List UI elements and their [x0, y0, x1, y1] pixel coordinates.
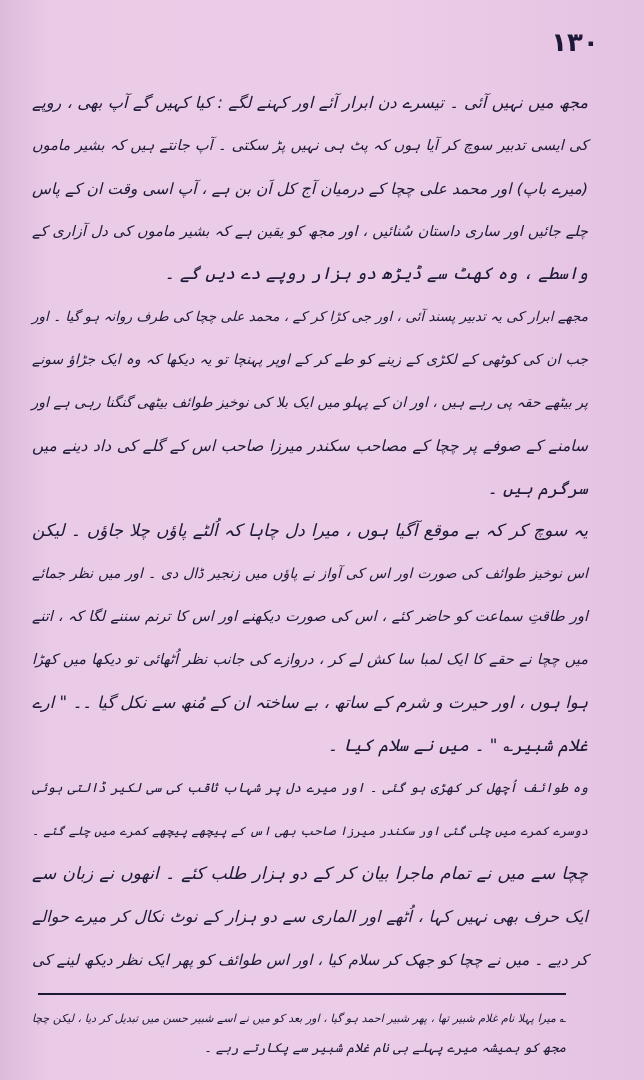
- text-line: مجھ میں نہیں آئی ۔ تیسرے دن ابرار آئے اور کہنے لگے : کیا کہیں گے آپ بھی ، روپے: [32, 93, 588, 112]
- footnote-rule: [38, 993, 566, 995]
- text-line: پر بیٹھے حقہ پی رہے ہیں ، اور ان کے پہلو میں ایک بلا کی نوخیز طوائف بیٹھی گنگنا رہی ہے اور: [31, 394, 588, 411]
- footnote-line: ؎ میرا پہلا نام غلام شبیر تھا ، پھر شبیر احمد ہو گیا ، اور بعد کو میں نے اسے شبیر حسن میں تبدیل کر دیا ، لیکن چچا: [32, 1012, 566, 1025]
- text-line: ایک حرف بھی نہیں کہا ، اُٹھے اور الماری سے دو ہزار کے نوٹ نکال کر میرے حوالے: [32, 907, 588, 927]
- text-line: میں چچا نے حقے کا ایک لمبا سا کش لے کر ، دروازے کی جانب نظر اُٹھائی تو دیکھا میں کھڑا: [32, 651, 588, 668]
- text-line: غلام شبیر؎ " ۔ میں نے سلام کیا ۔: [327, 735, 588, 756]
- text-line: اور طاقتِ سماعت کو حاضر کئے ، اس کی صورت دیکھنے اور اس کا ترنم سننے لگا کہ ، اتنے: [32, 609, 588, 626]
- text-line: جب ان کی کوٹھی کے لکڑی کے زینے کو طے کر کے اوپر پہنچا تو یہ دیکھا کہ وہ ایک جڑاؤ سونے: [32, 352, 588, 369]
- text-line: چلے جائیں اور ساری داستان سُنائیں ، اور مجھ کو یقین ہے کہ بشیر ماموں کی دل آزاری کے: [32, 223, 588, 240]
- text-line: کی ایسی تدبیر سوچ کر آیا ہوں کہ پٹ ہی نہیں پڑ سکتی ۔ آپ جانتے ہیں کہ بشیر ماموں: [32, 137, 588, 154]
- text-line: کر دیے ۔ میں نے چچا کو جھک کر سلام کیا ، اور اس طوائف کو پھر ایک نظر دیکھ لینے کی: [32, 950, 588, 969]
- footnote-line: مجھ کو ہمیشہ میرے پہلے ہی نام غلام شبیر سے پکارتے رہے ۔: [204, 1041, 566, 1056]
- text-line: سرگرم ہیں ۔: [487, 478, 588, 499]
- text-line: سامنے کے صوفے پر چچا کے مصاحب سکندر میرزا صاحب اس کے گلے کی داد دینے میں: [32, 436, 588, 455]
- text-line: وہ طوائف اُچھل کر کھڑی ہو گئی ۔ اور میرے دل پر شہاب ثاقب کی سی لکیر ڈالتی ہوئی: [32, 780, 588, 796]
- page-number: ۱۳۰: [551, 28, 599, 58]
- footnotes: [32, 1004, 566, 1064]
- text-line: مجھے ابرار کی یہ تدبیر پسند آئی ، اور جی کڑا کر کے ، محمد علی چچا کی طرف روانہ ہو گیا ۔ اور: [32, 309, 588, 326]
- body-text: [32, 82, 588, 982]
- text-line: اس نوخیز طوائف کی صورت اور اس کی آواز نے پاؤں میں زنجیر ڈال دی ۔ اور میں نظر جمائے: [32, 566, 588, 583]
- text-line: واسطے ، وہ کھٹ سے ڈیڑھ دو ہزار روپے دے دیں گے ۔: [164, 264, 588, 285]
- text-line: دوسرے کمرے میں چلی گئی اور سکندر میرزا صاحب بھی اس کے پیچھے پیچھے کمرے میں چلے گئے ۔: [32, 824, 588, 839]
- text-line: ہوا ہوں ، اور حیرت و شرم کے ساتھ ، بے ساختہ ان کے مُنھ سے نکل گیا ۔۔ " ارے: [32, 692, 588, 712]
- text-line: چچا سے میں نے تمام ماجرا بیان کر کے دو ہزار طلب کئے ۔ انھوں نے زبان سے: [32, 864, 588, 885]
- text-line: یہ سوچ کر کہ بے موقع آگیا ہوں ، میرا دل چاہا کہ اُلٹے پاؤں چلا جاؤں ۔ لیکن: [32, 521, 588, 542]
- text-line: (میرے باپ) اور محمد علی چچا کے درمیان آج کل اَن بن ہے ، آپ اسی وقت ان کے پاس: [32, 179, 588, 198]
